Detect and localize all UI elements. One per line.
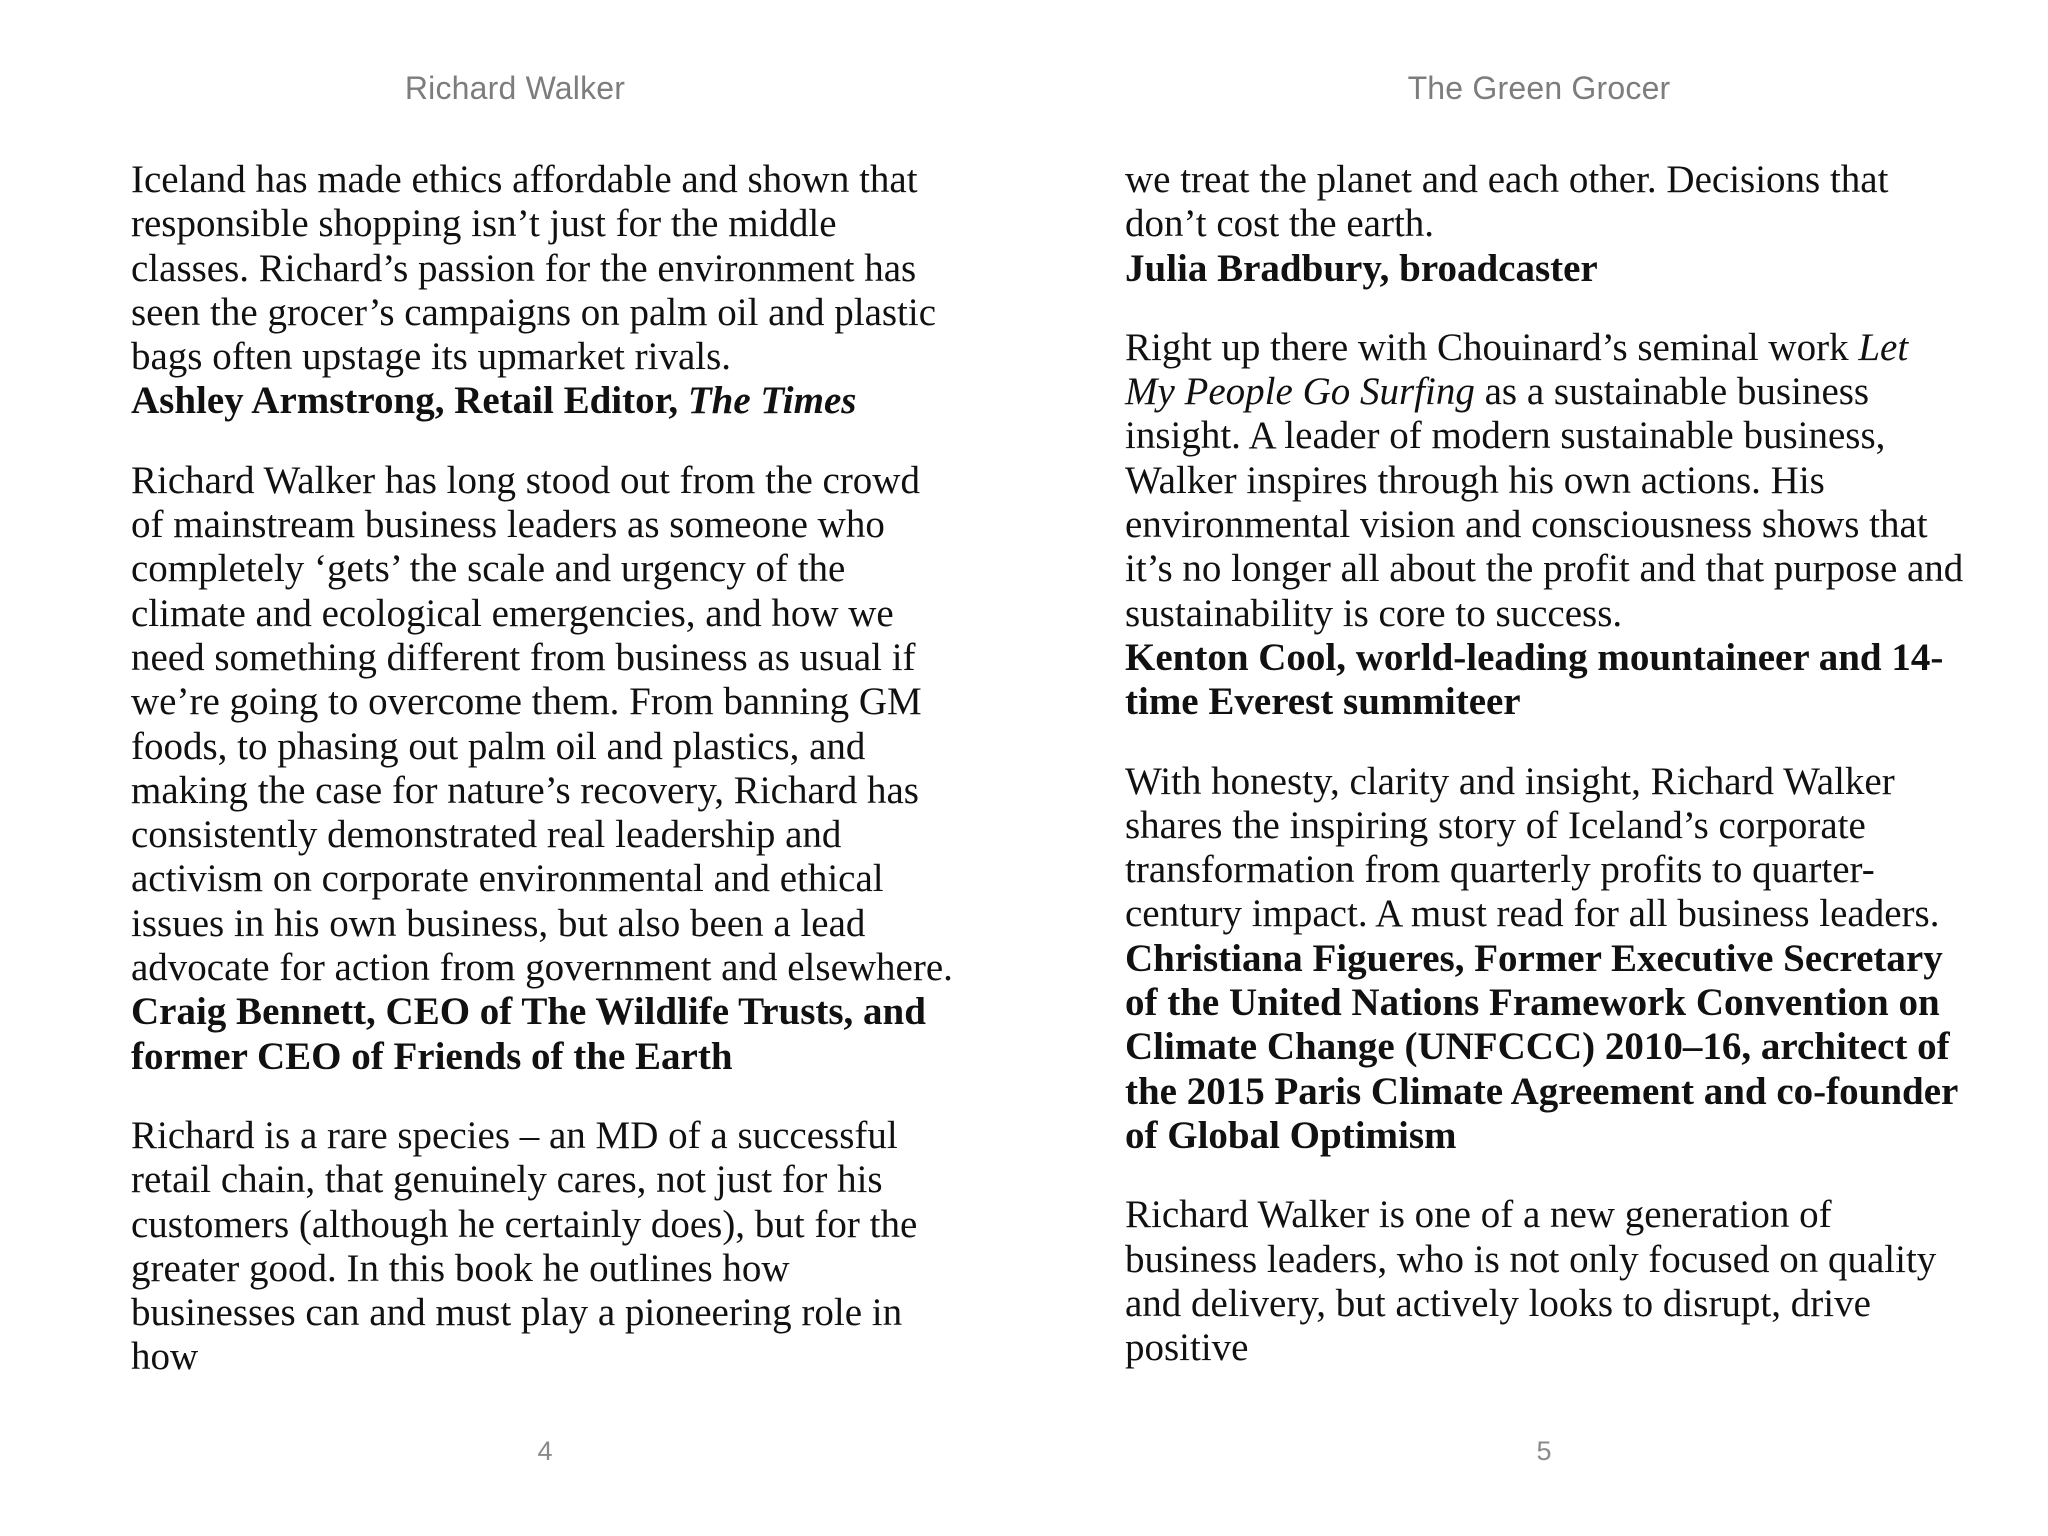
quote-text: we treat the planet and each other. Decisions that don’t cost the earth. — [1125, 158, 1889, 246]
endorsement-quote — [131, 459, 961, 1079]
quote-text: Richard Walker has long stood out from the crowd of mainstream business leaders as someone who completely ‘gets’ the scale and urgency of the climate and ecological emergencies, and how we need something different from business as usual if we’re going to overcome them. From banning GM foods, to phasing out palm oil and plastics, and making the case for nature’s recovery, Richard has consistently demonstrated real leadership and activism on corporate environmental and ethical issues in his own business, but also been a lead advocate for action from government and elsewhere. — [131, 458, 953, 990]
right-page-body — [1125, 158, 1965, 1405]
quote-text-part: Right up there with Chouinard’s seminal work — [1125, 325, 1849, 369]
quote-text: Richard Walker is one of a new generation of business leaders, who is not only focused on quality and delivery, but actively looks to disrupt, drive positive — [1125, 1193, 1937, 1370]
book-title: Let My People Go Surfing — [1125, 325, 1909, 414]
endorsement-quote — [1125, 158, 1965, 291]
endorsement-quote — [1125, 1193, 1965, 1370]
quote-text: Iceland has made ethics affordable and shown that responsible shopping isn’t just for the middle classes. Richard’s passion for the environment has seen the grocer’s campaigns on palm oil and plastic bags often upstage its upmarket rivals. — [131, 158, 937, 379]
endorsement-quote — [1125, 760, 1965, 1159]
page-number: 5 — [1536, 1436, 1552, 1466]
left-page-body — [131, 158, 961, 1415]
quote-text: Richard is a rare species – an MD of a successful retail chain, that genuinely cares, not just for his customers (although he certainly does), but for the greater good. In this book he outlines how businesses can and must play a pioneering role in how — [131, 1113, 918, 1379]
attribution-name: Ashley Armstrong, Retail Editor, — [131, 379, 679, 423]
endorsement-quote — [131, 158, 961, 424]
running-head-author: Richard Walker — [404, 70, 626, 106]
attribution-publication: The Times — [687, 379, 857, 423]
quote-text-part: as a sustainable business insight. A leader of modern sustainable business, Walker inspires through his own actions. His environmental vision and consciousness shows that it’s no longer all about the profit and that purpose and sustainability is core to success. — [1125, 370, 1964, 635]
quote-text — [1125, 326, 1965, 636]
quote-text: With honesty, clarity and insight, Richard Walker shares the inspiring story of Iceland’s corporate transformation from quarterly profits to quarter-century impact. A must read for all business leaders. — [1125, 759, 1940, 936]
quote-attribution: Julia Bradbury, broadcaster — [1125, 246, 1598, 290]
quote-attribution: Kenton Cool, world-leading mountaineer and 14-time Everest summiteer — [1125, 635, 1944, 724]
endorsement-quote — [131, 1114, 961, 1380]
quote-attribution: Craig Bennett, CEO of The Wildlife Trusts, and former CEO of Friends of the Earth — [131, 990, 926, 1078]
running-head-title: The Green Grocer — [1407, 70, 1671, 106]
quote-attribution — [131, 379, 961, 423]
right-page — [1024, 0, 2048, 1536]
endorsement-quote — [1125, 326, 1965, 725]
page-number: 4 — [537, 1436, 553, 1466]
quote-attribution: Christiana Figueres, Former Executive Secretary of the United Nations Framework Convention on Climate Change (UNFCCC) 2010–16, architect of the 2015 Paris Climate Agreement and co-founder of Global Optimism — [1125, 936, 1958, 1157]
